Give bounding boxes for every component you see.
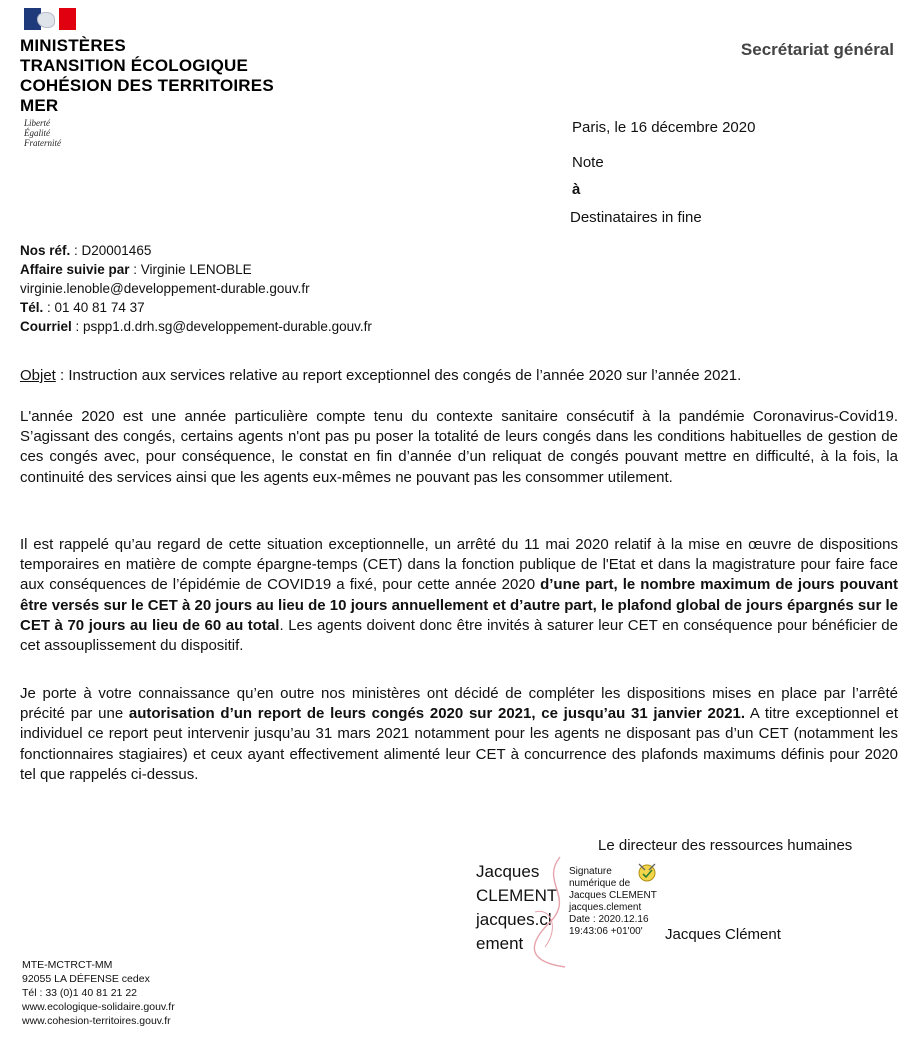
reference-line: Nos réf. : D20001465 <box>20 243 152 258</box>
phone-line: Tél. : 01 40 81 74 37 <box>20 300 145 315</box>
references-block <box>20 241 372 336</box>
signatory-title: Le directeur des ressources humaines <box>598 837 853 854</box>
website-link[interactable]: www.ecologique-solidaire.gouv.fr <box>22 1001 175 1013</box>
handwritten-signature-text: Jacques CLEMENT jacques.cl ement <box>476 862 558 953</box>
digital-signature-seal-icon <box>633 860 661 886</box>
recipients: Destinataires in fine <box>570 209 702 226</box>
ministry-name: MINISTÈRES TRANSITION ÉCOLOGIQUE COHÉSION DES TERRITOIRES MER <box>20 36 274 115</box>
digital-signature-details: Signature numérique de Jacques CLEMENT jacques.clement Date : 2020.12.16 19:43:06 +01'00' <box>569 866 657 937</box>
contact-email: virginie.lenoble@developpement-durable.gouv.fr <box>20 281 310 296</box>
marianne-flag-icon <box>24 8 76 30</box>
signatory-name: Jacques Clément <box>665 926 781 943</box>
subject-line: Objet : Instruction aux services relative au report exceptionnel des congés de l’année 2020 sur l’année 2021. <box>20 367 742 384</box>
department-title: Secrétariat général <box>740 40 894 59</box>
body-paragraph-2: Il est rappelé qu’au regard de cette situation exceptionnelle, un arrêté du 11 mai 2020 relatif à la mise en œuvre de dispositions temporaires en matière de compte épargne-temps (CET) dans la fonction publique de l'Etat et dans la magistrature pour faire face aux conséquences de l’épidémie de COVID19 a fixé, pour cette année 2020 d’une part, le nombre maximum de jours pouvant être versés sur le CET à 20 jours au lieu de 10 jours annuellement et d’autre part, le plafond global de jours épargnés sur le CET à 70 jours au lieu de 60 au total. Les agents doivent donc être invités à saturer leur CET en conséquence pour bénéficier de cet assouplissement du dispositif. <box>20 536 898 655</box>
body-paragraph-3: Je porte à votre connaissance qu’en outre nos ministères ont décidé de compléter les dispositions mises en place par l’arrêté précité par une autorisation d’un report de leurs congés 2020 sur 2021, ce jusqu’au 31 janvier 2021. A titre exceptionnel et individuel ce report peut intervenir jusqu’au 31 mars 2021 notamment pour les agents ne disposant pas d’un CET (notamment les fonctionnaires stagiaires) et ceux ayant effectivement alimenté leur CET à concurrence des plafonds maximums définis pour 2020 tel que rappelés ci-dessus. <box>20 685 898 783</box>
followed-by-line: Affaire suivie par : Virginie LENOBLE <box>20 262 252 277</box>
body-paragraph-1: L'année 2020 est une année particulière compte tenu du contexte sanitaire consécutif à la pandémie Coronavirus-Covid19. S’agissant des congés, certains agents n'ont pas pu poser la totalité de leurs congés dans les conditions habituelles de gestion de ces congés avec, pour conséquence, le constat en fin d’année d’un reliquat de congés pouvant mettre en difficulté, à la fois, la continuité des services ainsi que les agents eux-mêmes ne pouvant pas les consommer utilement. <box>20 408 898 486</box>
website-link[interactable]: www.cohesion-territoires.gouv.fr <box>22 1015 171 1027</box>
footer-address: MTE-MCTRCT-MM 92055 LA DÉFENSE cedex Tél : 33 (0)1 40 81 21 22 www.ecologique-solidaire.gouv.fr www.cohesion-territoires.gouv.fr <box>22 959 175 1027</box>
letter-date: Paris, le 16 décembre 2020 <box>572 119 756 136</box>
republic-motto: Liberté Égalité Fraternité <box>24 118 61 148</box>
document-type: Note <box>572 154 604 171</box>
recipient-prefix: à <box>572 181 581 198</box>
courriel-line: Courriel : pspp1.d.drh.sg@developpement-durable.gouv.fr <box>20 319 372 334</box>
